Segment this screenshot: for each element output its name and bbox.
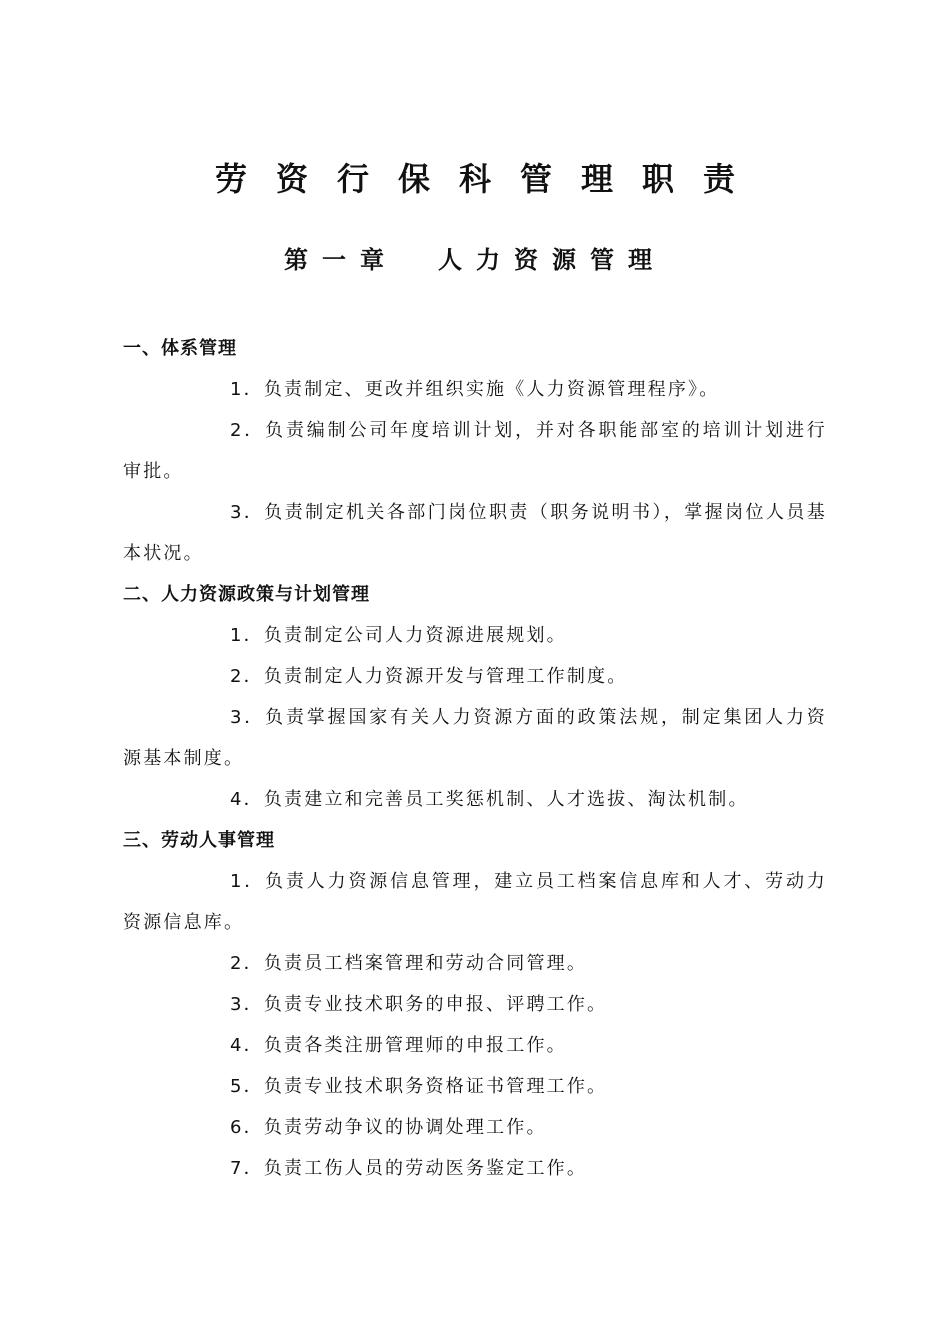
list-item: 4．负责建立和完善员工奖惩机制、人才选拔、淘汰机制。 <box>230 789 749 810</box>
list-item: 6．负责劳动争议的协调处理工作。 <box>230 1117 547 1138</box>
list-item: 3．负责专业技术职务的申报、评聘工作。 <box>230 994 608 1015</box>
list-item: 1．负责制定公司人力资源进展规划。 <box>230 625 567 646</box>
section-heading: 一、体系管理 <box>123 338 237 359</box>
document-title: 劳资行保科管理职责 <box>214 160 764 198</box>
list-item: 4．负责各类注册管理师的申报工作。 <box>230 1035 567 1056</box>
chapter-title <box>0 242 950 278</box>
list-item: 2．负责编制公司年度培训计划，并对各职能部室的培训计划进行审批。 <box>123 420 827 482</box>
section-heading: 二、人力资源政策与计划管理 <box>123 584 370 605</box>
list-item: 7．负责工伤人员的劳动医务鉴定工作。 <box>230 1158 588 1179</box>
list-item: 1．负责制定、更改并组织实施《人力资源管理程序》。 <box>230 379 720 400</box>
chapter-name: 人力资源管理 <box>438 245 666 274</box>
section-heading: 三、劳动人事管理 <box>123 830 275 851</box>
list-item: 2．负责员工档案管理和劳动合同管理。 <box>230 953 588 974</box>
list-item: 3．负责制定机关各部门岗位职责（职务说明书），掌握岗位人员基本状况。 <box>123 502 827 564</box>
list-item: 3．负责掌握国家有关人力资源方面的政策法规，制定集团人力资源基本制度。 <box>123 707 827 769</box>
document-body <box>123 328 827 1189</box>
list-item: 2．负责制定人力资源开发与管理工作制度。 <box>230 666 628 687</box>
list-item: 5．负责专业技术职务资格证书管理工作。 <box>230 1076 608 1097</box>
chapter-number: 第一章 <box>284 245 398 274</box>
list-item: 1．负责人力资源信息管理，建立员工档案信息库和人才、劳动力资源信息库。 <box>123 871 827 933</box>
